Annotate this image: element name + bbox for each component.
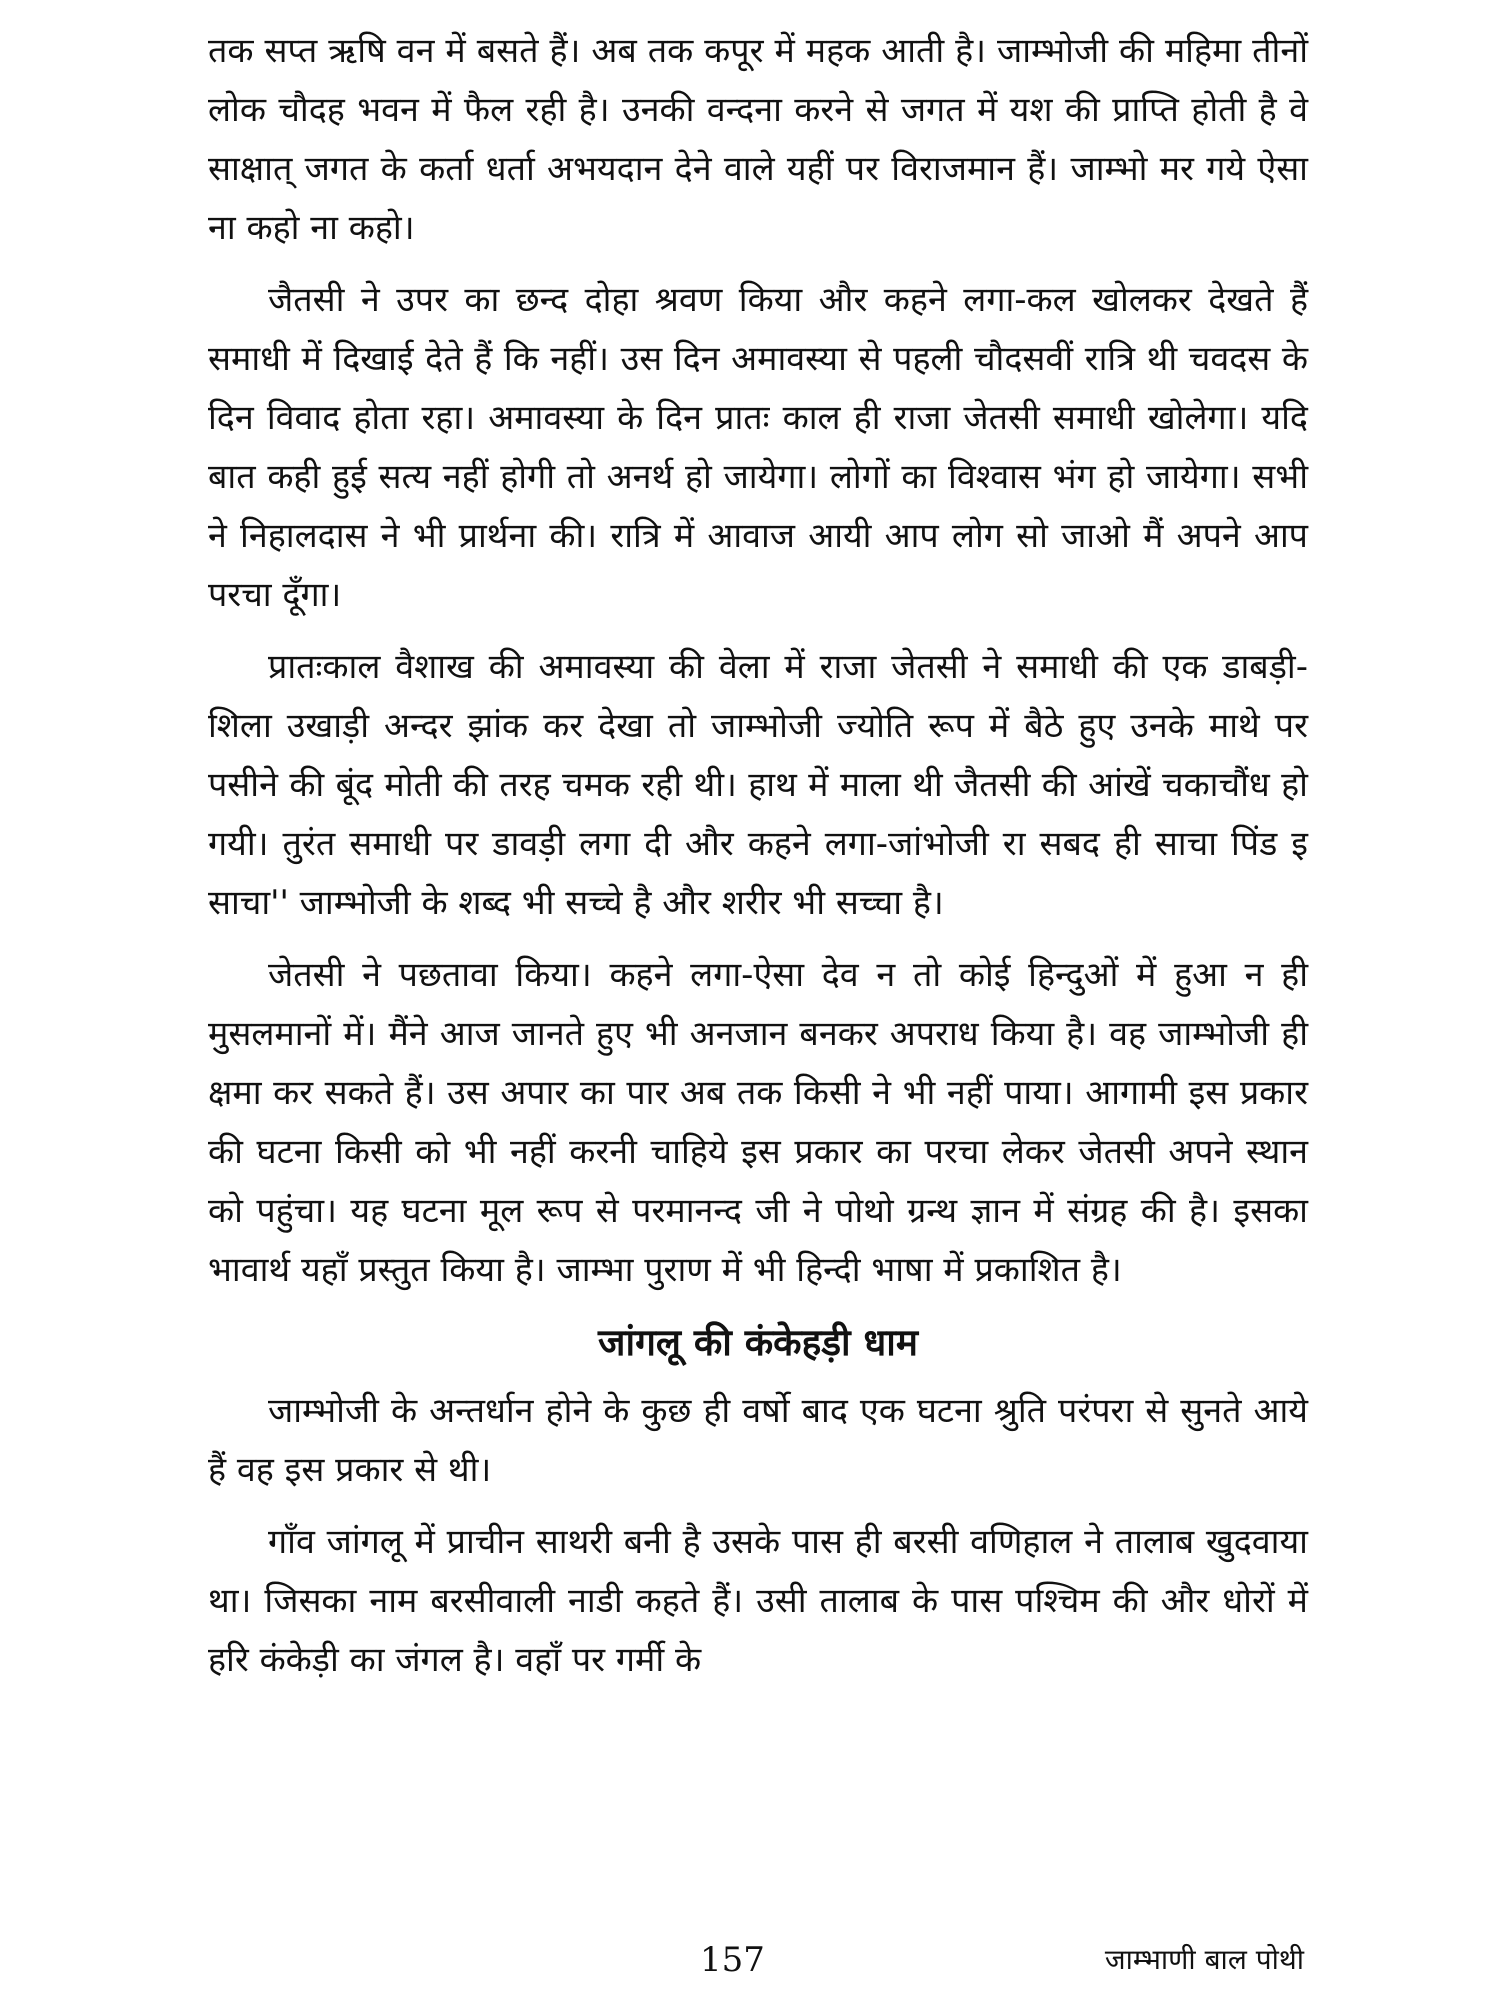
page-number: 157	[700, 1940, 765, 1980]
paragraph-continuation: तक सप्त ऋषि वन में बसते हैं। अब तक कपूर में महक आती है। जाम्भोजी की महिमा तीनों लोक चौदह भवन में फैल रही है। उनकी वन्दना करने से जगत में यश की प्राप्ति होती है वे साक्षात् जगत के कर्ता धर्ता अभयदान देने वाले यहीं पर विराजमान हैं। जाम्भो मर गये ऐसा ना कहो ना कहो।	[208, 31, 1308, 248]
section-heading: जांगलू की कंकेहड़ी धाम	[598, 1321, 918, 1364]
paragraph-jaitsi-request: जैतसी ने उपर का छन्द दोहा श्रवण किया और कहने लगा-कल खोलकर देखते हैं समाधी में दिखाई देते हैं कि नहीं। उस दिन अमावस्या से पहली चौदसवीं रात्रि थी चवदस के दिन विवाद होता रहा। अमावस्या के दिन प्रातः काल ही राजा जेतसी समाधी खोलेगा। यदि बात कही हुई सत्य नहीं होगी तो अनर्थ हो जायेगा। लोगों का विश्वास भंग हो जायेगा। सभी ने निहालदास ने भी प्रार्थना की। रात्रि में आवाज आयी आप लोग सो जाओ मैं अपने आप परचा दूँगा।	[208, 280, 1308, 615]
book-title: जाम्भाणी बाल पोथी	[1104, 1943, 1304, 1976]
paragraph-section-intro: जाम्भोजी के अन्तर्धान होने के कुछ ही वर्षो बाद एक घटना श्रुति परंपरा से सुनते आये हैं वह इस प्रकार से थी।	[208, 1391, 1308, 1490]
paragraph-samadhi-opening: प्रातःकाल वैशाख की अमावस्या की वेला में राजा जेतसी ने समाधी की एक डाबड़ी-शिला उखाड़ी अन्दर झांक कर देखा तो जाम्भोजी ज्योति रूप में बैठे हुए उनके माथे पर पसीने की बूंद मोती की तरह चमक रही थी। हाथ में माला थी जैतसी की आंखें चकाचौंध हो गयी। तुरंत समाधी पर डावड़ी लगा दी और कहने लगा-जांभोजी रा सबद ही साचा पिंड इ साचा'' जाम्भोजी के शब्द भी सच्चे है और शरीर भी सच्चा है।	[208, 647, 1308, 923]
page-body	[208, 22, 1308, 1703]
page-footer	[0, 1938, 1500, 1988]
paragraph-repentance: जेतसी ने पछतावा किया। कहने लगा-ऐसा देव न तो कोई हिन्दुओं में हुआ न ही मुसलमानों में। मैंने आज जानते हुए भी अनजान बनकर अपराध किया है। वह जाम्भोजी ही क्षमा कर सकते हैं। उस अपार का पार अब तक किसी ने भी नहीं पाया। आगामी इस प्रकार की घटना किसी को भी नहीं करनी चाहिये इस प्रकार का परचा लेकर जेतसी अपने स्थान को पहुंचा। यह घटना मूल रूप से परमानन्द जी ने पोथो ग्रन्थ ज्ञान में संग्रह की है। इसका भावार्थ यहाँ प्रस्तुत किया है। जाम्भा पुराण में भी हिन्दी भाषा में प्रकाशित है।	[208, 955, 1308, 1290]
paragraph-village-janglu: गाँव जांगलू में प्राचीन साथरी बनी है उसके पास ही बरसी वणिहाल ने तालाब खुदवाया था। जिसका नाम बरसीवाली नाडी कहते हैं। उसी तालाब के पास पश्चिम की और धोरों में हरि कंकेड़ी का जंगल है। वहाँ पर गर्मी के	[208, 1522, 1308, 1680]
